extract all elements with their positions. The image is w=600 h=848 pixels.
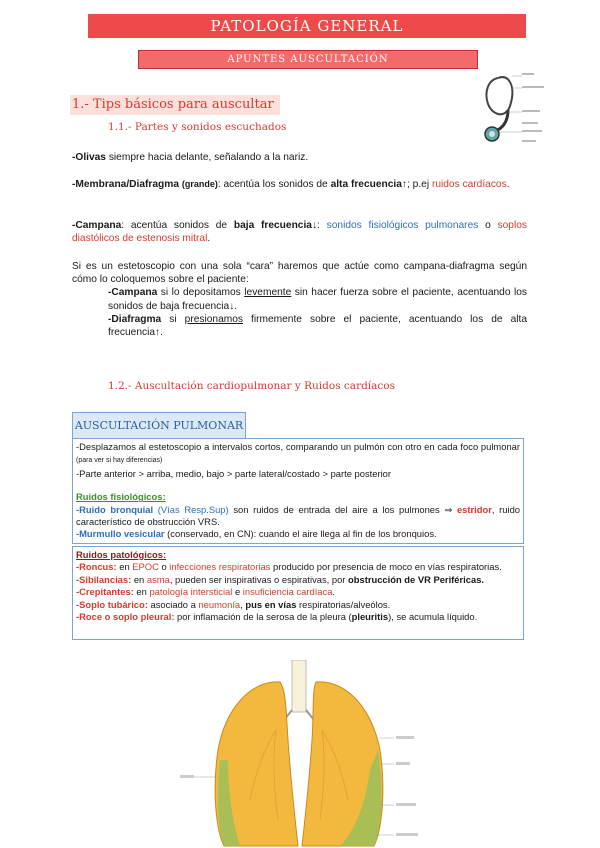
soplo-t2: , xyxy=(240,598,246,610)
soplo-t1: asociado a xyxy=(147,598,199,610)
murmullo-term: -Murmullo vesicular xyxy=(76,528,165,540)
auscultacion-pulmonar-tab xyxy=(72,412,246,439)
sib-t2: , pueden ser inspirativas o espirativas, por xyxy=(169,573,349,585)
estridor: estridor xyxy=(456,503,492,515)
campana-text-2: ↓: xyxy=(311,220,327,231)
membrana-text-1: : acentúa los sonidos de xyxy=(217,179,331,190)
pulmonar-line2: -Parte anterior > arriba, medio, bajo > parte lateral/costado > parte posterior xyxy=(76,467,392,479)
patologia: patología intersticial xyxy=(149,586,233,598)
membrana-alta: alta frecuencia xyxy=(330,179,402,190)
physiological-sounds-box xyxy=(72,438,524,544)
asma: asma xyxy=(146,573,170,585)
soplo-bold: pus en vías xyxy=(245,598,297,610)
roce-t2: ), se acumula líquido. xyxy=(388,611,478,623)
membrana-grande: (grande) xyxy=(181,179,218,189)
campana-text-4: . xyxy=(207,233,211,245)
roce-term: -Roce o soplo pleural: xyxy=(76,611,175,623)
campana-sonidos: sonidos fisiológicos pulmonares xyxy=(326,220,479,231)
single-face-diafragma xyxy=(72,313,527,339)
epoc: EPOC xyxy=(132,561,159,573)
membrana-ruidos: ruidos cardíacos xyxy=(431,179,507,190)
pato-title: Ruidos patológicos: xyxy=(76,549,167,560)
bronquial-vias: (Vías Resp.Sup) xyxy=(153,503,229,515)
pathological-sounds-box xyxy=(72,546,524,640)
page-title-banner xyxy=(88,14,526,38)
page-subtitle: APUNTES AUSCULTACIÓN xyxy=(227,54,389,65)
roncus-term: -Roncus: xyxy=(76,561,117,573)
sib-t1: en xyxy=(131,573,147,585)
campana-baja: baja frecuencia xyxy=(233,220,312,231)
sib-bold: obstrucción de VR Periféricas. xyxy=(348,573,485,585)
campana-text-3: o xyxy=(478,220,498,231)
membrana-term: -Membrana/Diafragma xyxy=(72,179,179,190)
single-face-campana-u: levemente xyxy=(244,287,292,299)
paragraph-olivas xyxy=(72,151,527,164)
neumonia: neumonía xyxy=(198,598,241,610)
soplo-line xyxy=(76,599,520,611)
stethoscope-illustration xyxy=(478,70,560,150)
single-face-intro: Si es un estetoscopio con una sola “cara” haremos que actúe como campana-diafragma según cómo lo coloquemos sobre el paciente: xyxy=(72,261,527,286)
single-face-diafragma-term: -Diafragma xyxy=(108,313,162,325)
bronquial-t2: , ruido característico de obstrucción VRS. xyxy=(76,503,520,528)
sib-term: -Sibilancias: xyxy=(76,573,132,585)
single-face-campana xyxy=(72,286,527,312)
section-heading-tips: 1.- Tips básicos para auscultar xyxy=(70,95,280,115)
sibilancias-line xyxy=(76,574,520,586)
roncus-t3: producido por presencia de moco en vías respiratorias. xyxy=(270,561,502,573)
murmullo-text: (conservado, en CN): cuando el aire llega al fin de los bronquios. xyxy=(164,528,437,540)
paragraph-membrana xyxy=(72,178,527,191)
roce-line xyxy=(76,611,520,623)
crep-t3: . xyxy=(332,586,336,598)
roce-t1: por inflamación de la serosa de la pleura ( xyxy=(174,611,352,623)
bronquial-line xyxy=(76,504,520,529)
crep-term: -Crepitantes: xyxy=(76,586,134,598)
single-face-campana-t1: si lo depositamos xyxy=(157,287,245,299)
subsection-heading-cardiopulmonar: 1.2.- Auscultación cardiopulmonar y Ruidos cardíacos xyxy=(108,380,396,392)
murmullo-line xyxy=(76,528,520,540)
paragraph-campana xyxy=(72,219,527,245)
single-face-diafragma-t2: firmemente sobre el paciente, acentuando los de alta frecuencia↑. xyxy=(108,313,527,339)
insuficiencia: insuficiencia cardíaca xyxy=(242,586,333,598)
bronquial-t1: son ruidos de entrada del aire a los pulmones ⇒ xyxy=(228,503,457,515)
olivas-text: siempre hacia delante, señalando a la nariz. xyxy=(105,152,309,163)
page-title: PATOLOGÍA GENERAL xyxy=(210,17,404,35)
crep-t2: e xyxy=(232,586,243,598)
single-face-diafragma-t1: si xyxy=(161,313,185,325)
crep-t1: en xyxy=(133,586,150,598)
soplo-term: -Soplo tubárico: xyxy=(76,598,148,610)
campana-text-1: : acentúa sonidos de xyxy=(121,220,234,231)
pulmonar-line1-small: (para ver si hay diferencias) xyxy=(76,457,163,465)
bronquial-term: -Ruido bronquial xyxy=(76,503,154,515)
auscultacion-pulmonar-label: AUSCULTACIÓN PULMONAR xyxy=(74,419,244,432)
paragraph-single-face xyxy=(72,260,527,339)
membrana-text-3: . xyxy=(506,179,510,190)
single-face-campana-term: -Campana xyxy=(108,287,158,299)
pleuritis: pleuritis xyxy=(351,611,389,623)
single-face-campana-t2: sin hacer fuerza sobre el paciente, acentuando los sonidos de baja frecuencia↓. xyxy=(108,287,528,312)
soplo-t3: respiratorias/alveólos. xyxy=(296,598,391,610)
roncus-line xyxy=(76,561,520,573)
infecciones: infecciones respiratorias xyxy=(169,561,271,573)
subsection-heading-partes: 1.1.- Partes y sonidos escuchados xyxy=(108,121,287,133)
roncus-t1: en xyxy=(116,561,133,573)
membrana-text-2: ↑; p.ej xyxy=(401,179,432,190)
roncus-t2: o xyxy=(158,561,170,573)
box-line-1 xyxy=(76,441,520,468)
campana-term: -Campana xyxy=(72,220,122,231)
campana-soplos: soplos diastólicos de estenosis mitral xyxy=(72,220,527,245)
pulmonar-line1: -Desplazamos al estetoscopio a intervalos cortos, comparando un pulmón con otro en cada foco pulmonar xyxy=(76,441,520,452)
page-subtitle-banner xyxy=(138,50,478,69)
fisio-title: Ruidos fisiológicos: xyxy=(76,491,166,503)
olivas-term: -Olivas xyxy=(72,152,106,163)
single-face-diafragma-u: presionamos xyxy=(184,313,243,325)
crepitantes-line xyxy=(76,586,520,598)
lungs-illustration xyxy=(180,660,420,848)
